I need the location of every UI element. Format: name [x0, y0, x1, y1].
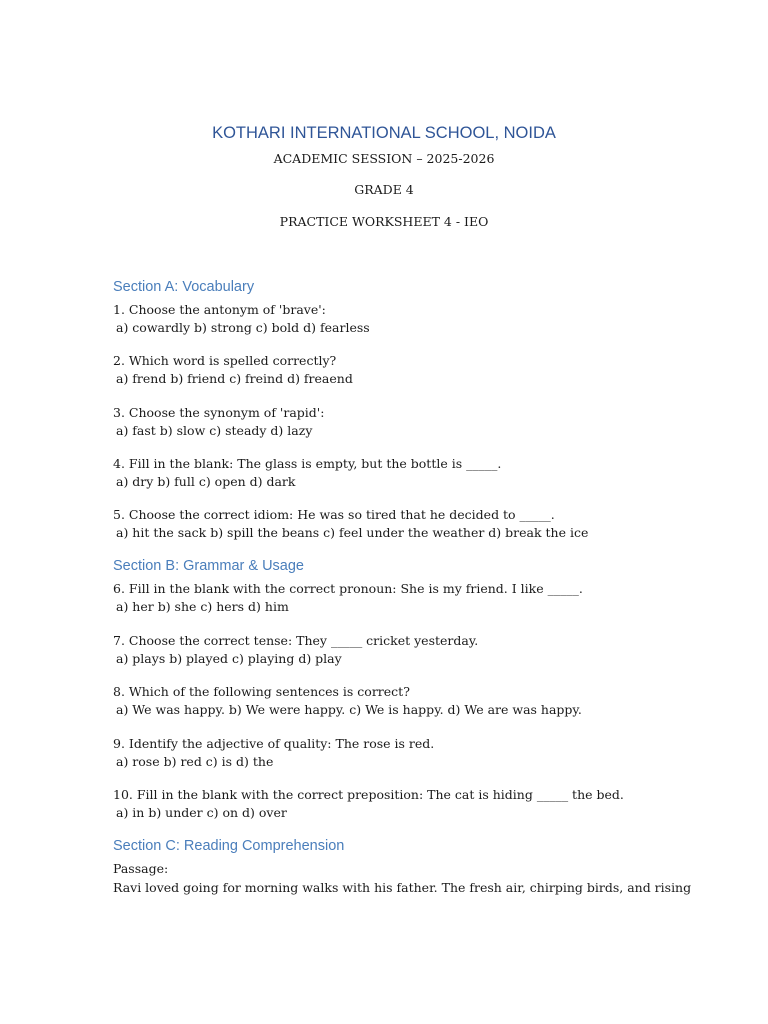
- question-stem: 1. Choose the antonym of 'brave':: [113, 302, 326, 317]
- question-options: a) in b) under c) on d) over: [116, 805, 287, 820]
- question-options: a) rose b) red c) is d) the: [116, 754, 274, 769]
- question-10: [113, 786, 624, 822]
- question-stem: 5. Choose the correct idiom: He was so tired that he decided to _____.: [113, 507, 555, 522]
- question-7: [113, 632, 478, 668]
- passage-label: Passage:: [113, 861, 169, 876]
- question-5: [113, 506, 588, 542]
- question-options: a) We was happy. b) We were happy. c) We is happy. d) We are was happy.: [116, 702, 582, 717]
- question-options: a) cowardly b) strong c) bold d) fearless: [116, 320, 370, 335]
- passage-text: Ravi loved going for morning walks with his father. The fresh air, chirping birds, and rising: [113, 880, 692, 895]
- question-options: a) her b) she c) hers d) him: [116, 599, 289, 614]
- question-options: a) hit the sack b) spill the beans c) feel under the weather d) break the ice: [116, 525, 589, 540]
- academic-session: ACADEMIC SESSION – 2025-2026: [273, 151, 495, 166]
- question-stem: 6. Fill in the blank with the correct pronoun: She is my friend. I like _____.: [113, 581, 583, 596]
- section-b-heading: Section B: Grammar & Usage: [113, 558, 304, 574]
- question-stem: 10. Fill in the blank with the correct preposition: The cat is hiding _____ the bed.: [113, 787, 624, 802]
- question-options: a) frend b) friend c) freind d) freaend: [116, 371, 353, 386]
- school-name: KOTHARI INTERNATIONAL SCHOOL, NOIDA: [212, 124, 556, 142]
- worksheet-title: PRACTICE WORKSHEET 4 - IEO: [279, 214, 489, 229]
- question-stem: 2. Which word is spelled correctly?: [113, 353, 337, 368]
- question-3: [113, 404, 324, 440]
- question-6: [113, 580, 583, 616]
- question-options: a) dry b) full c) open d) dark: [116, 474, 296, 489]
- question-stem: 3. Choose the synonym of 'rapid':: [113, 405, 325, 420]
- question-1: [113, 301, 370, 337]
- section-c-heading: Section C: Reading Comprehension: [113, 838, 345, 854]
- question-stem: 8. Which of the following sentences is correct?: [113, 684, 410, 699]
- question-options: a) plays b) played c) playing d) play: [116, 651, 342, 666]
- section-a-heading: Section A: Vocabulary: [113, 279, 255, 295]
- question-stem: 7. Choose the correct tense: They _____ cricket yesterday.: [113, 633, 479, 648]
- question-stem: 9. Identify the adjective of quality: The rose is red.: [113, 736, 435, 751]
- question-9: [113, 735, 434, 771]
- question-options: a) fast b) slow c) steady d) lazy: [116, 423, 313, 438]
- question-8: [113, 683, 582, 719]
- question-stem: 4. Fill in the blank: The glass is empty, but the bottle is _____.: [113, 456, 502, 471]
- question-4: [113, 455, 501, 491]
- question-2: [113, 352, 353, 388]
- grade-label: GRADE 4: [354, 182, 414, 197]
